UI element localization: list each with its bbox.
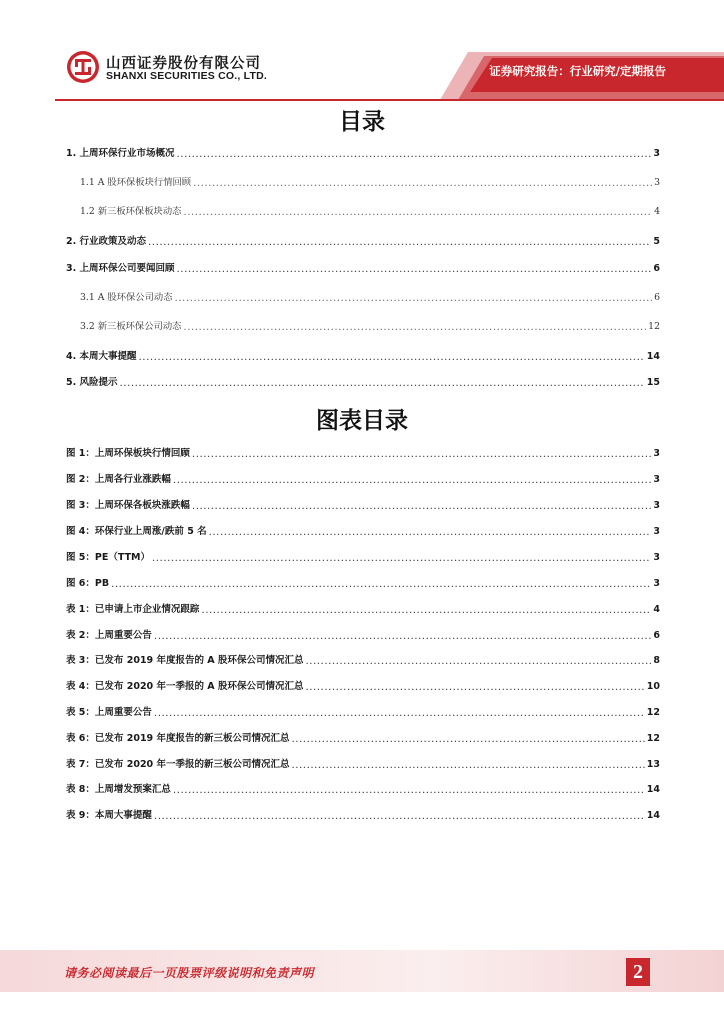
figures-title: 图表目录 <box>316 408 408 434</box>
figure-entry-label: 图 6：PB <box>66 578 110 589</box>
header-banner <box>0 0 724 100</box>
toc-entry-label: 2. 行业政策及动态 <box>66 236 147 247</box>
figure-entry-page: 14 <box>646 784 660 795</box>
toc-entry-label: 3.2 新三板环保公司动态 <box>80 321 182 332</box>
leader-dots <box>148 235 651 249</box>
figure-entry[interactable] <box>66 575 660 591</box>
toc-entry-page: 6 <box>654 292 660 303</box>
figure-entry-page: 13 <box>646 759 660 770</box>
leader-dots <box>173 783 645 797</box>
figure-entry[interactable] <box>66 601 660 617</box>
footer-disclaimer: 请务必阅读最后一页股票评级说明和免责声明 <box>64 966 315 980</box>
toc-entry-label: 3.1 A 股环保公司动态 <box>80 292 173 303</box>
leader-dots <box>177 262 652 276</box>
figure-entry[interactable] <box>66 471 660 487</box>
toc-entry[interactable] <box>66 289 660 305</box>
figure-entry[interactable] <box>66 781 660 797</box>
figure-entry-page: 3 <box>653 474 660 485</box>
figure-entry-label: 表 9：本周大事提醒 <box>66 810 152 821</box>
leader-dots <box>120 376 645 390</box>
toc-entry-label: 1.1 A 股环保板块行情回顾 <box>80 177 192 188</box>
header-divider <box>55 99 724 101</box>
figure-entry[interactable] <box>66 756 660 772</box>
figure-entry-page: 6 <box>653 630 660 641</box>
figure-entry[interactable] <box>66 549 660 565</box>
page-number: 2 <box>626 958 650 986</box>
figure-entry-label: 图 3：上周环保各板块涨跌幅 <box>66 500 190 511</box>
figure-entry-label: 表 6：已发布 2019 年度报告的新三板公司情况汇总 <box>66 733 290 744</box>
leader-dots <box>173 473 651 487</box>
figure-entry[interactable] <box>66 523 660 539</box>
figure-entry-label: 图 4：环保行业上周涨/跌前 5 名 <box>66 526 207 537</box>
figure-entry[interactable] <box>66 627 660 643</box>
leader-dots <box>193 176 652 190</box>
leader-dots <box>291 758 644 772</box>
leader-dots <box>291 732 644 746</box>
company-name-cn: 山西证券股份有限公司 <box>106 56 261 72</box>
company-logo-icon <box>66 50 100 84</box>
figure-entry[interactable] <box>66 497 660 513</box>
figure-entry[interactable] <box>66 730 660 746</box>
toc-entry-page: 6 <box>653 263 660 274</box>
toc-entry-label: 3. 上周环保公司要闻回顾 <box>66 263 175 274</box>
toc-entry[interactable] <box>66 348 660 364</box>
figure-entry-label: 表 4：已发布 2020 年一季报的 A 股环保公司情况汇总 <box>66 681 304 692</box>
report-type: 证券研究报告：行业研究/定期报告 <box>489 64 666 78</box>
leader-dots <box>201 603 651 617</box>
figure-entry-label: 表 3：已发布 2019 年度报告的 A 股环保公司情况汇总 <box>66 655 304 666</box>
toc-entry[interactable] <box>66 374 660 390</box>
leader-dots <box>183 205 652 219</box>
page-header <box>0 0 724 100</box>
toc-entry-page: 3 <box>654 177 660 188</box>
toc-entry[interactable] <box>66 233 660 249</box>
company-name-en: SHANXI SECURITIES CO., LTD. <box>106 70 267 82</box>
figure-entry-page: 14 <box>646 810 660 821</box>
figure-entry-label: 图 2：上周各行业涨跌幅 <box>66 474 171 485</box>
leader-dots <box>175 291 653 305</box>
figure-entry-page: 8 <box>653 655 660 666</box>
figure-entry-page: 3 <box>653 526 660 537</box>
figure-entry-label: 表 5：上周重要公告 <box>66 707 152 718</box>
toc-entry[interactable] <box>66 260 660 276</box>
toc-entry-page: 4 <box>654 206 660 217</box>
figure-entry-page: 4 <box>653 604 660 615</box>
figure-entry-label: 表 8：上周增发预案汇总 <box>66 784 171 795</box>
leader-dots <box>154 706 645 720</box>
figure-entry-page: 3 <box>653 578 660 589</box>
figure-entry-page: 12 <box>646 707 660 718</box>
figure-entry[interactable] <box>66 807 660 823</box>
leader-dots <box>183 320 646 334</box>
toc-entry-label: 1. 上周环保行业市场概况 <box>66 148 175 159</box>
leader-dots <box>177 147 652 161</box>
toc-entry[interactable] <box>66 145 660 161</box>
figure-entry-page: 10 <box>646 681 660 692</box>
toc-entry-page: 14 <box>646 351 660 362</box>
leader-dots <box>192 499 651 513</box>
leader-dots <box>305 680 644 694</box>
figure-entry-label: 图 5：PE（TTM） <box>66 552 151 563</box>
leader-dots <box>111 577 651 591</box>
leader-dots <box>154 809 645 823</box>
figure-entry[interactable] <box>66 652 660 668</box>
figure-entry-page: 3 <box>653 448 660 459</box>
toc-entry-label: 5. 风险提示 <box>66 377 118 388</box>
figure-entry[interactable] <box>66 678 660 694</box>
toc-entry[interactable] <box>66 318 660 334</box>
figure-entry-page: 12 <box>646 733 660 744</box>
figure-entry-label: 表 1：已申请上市企业情况跟踪 <box>66 604 200 615</box>
figure-entry-label: 表 7：已发布 2020 年一季报的新三板公司情况汇总 <box>66 759 290 770</box>
toc-entry[interactable] <box>66 174 660 190</box>
figure-entry-label: 图 1：上周环保板块行情回顾 <box>66 448 190 459</box>
leader-dots <box>154 629 651 643</box>
toc-entry[interactable] <box>66 203 660 219</box>
figure-entry-page: 3 <box>653 552 660 563</box>
figure-entry[interactable] <box>66 445 660 461</box>
leader-dots <box>152 551 651 565</box>
leader-dots <box>192 447 651 461</box>
toc-title: 目录 <box>339 109 385 135</box>
toc-entry-label: 4. 本周大事提醒 <box>66 351 137 362</box>
toc-entry-page: 15 <box>646 377 660 388</box>
leader-dots <box>209 525 652 539</box>
toc-entry-page: 5 <box>653 236 660 247</box>
toc-entry-page: 12 <box>648 321 660 332</box>
figure-entry-label: 表 2：上周重要公告 <box>66 630 152 641</box>
leader-dots <box>305 654 651 668</box>
leader-dots <box>139 350 645 364</box>
toc-entry-page: 3 <box>653 148 660 159</box>
figure-entry[interactable] <box>66 704 660 720</box>
toc-entry-label: 1.2 新三板环保板块动态 <box>80 206 182 217</box>
figure-entry-page: 3 <box>653 500 660 511</box>
